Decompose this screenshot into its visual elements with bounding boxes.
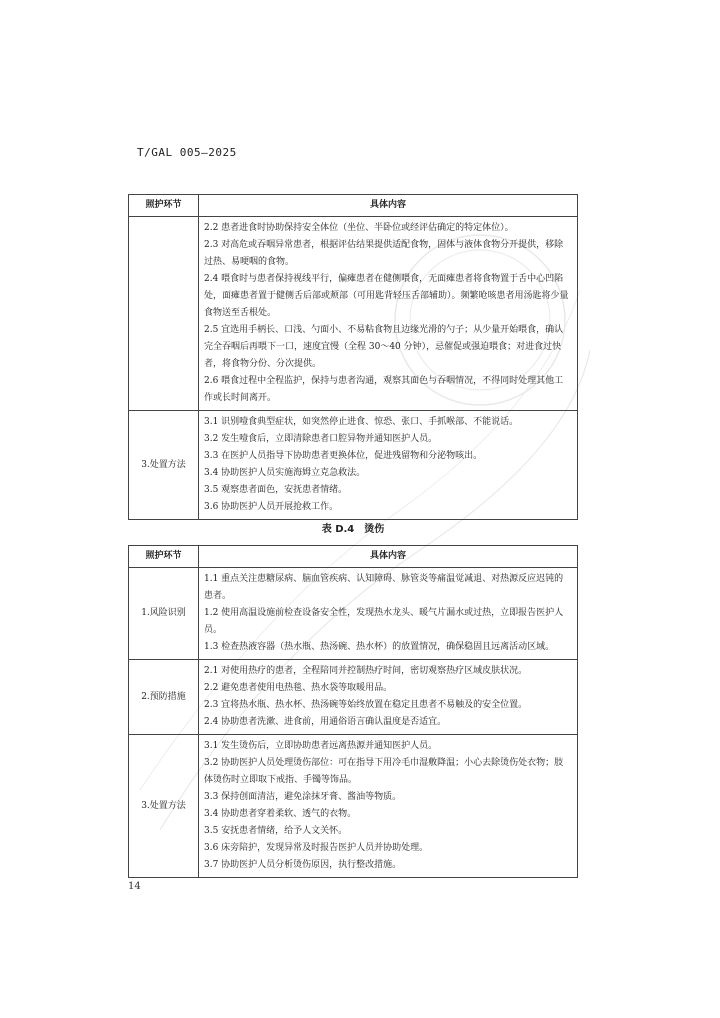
table-row [129,411,578,520]
content-item: 1.2 使用高温设施前检查设备安全性，发现热水龙头、暖气片漏水或过热，立即报告医护人员。 [204,608,564,635]
content-item: 3.5 观察患者面色，安抚患者情绪。 [204,485,348,495]
content-item: 2.3 对高危或吞咽异常患者，根据评估结果提供适配食物，固体与液体食物分开提供，移除过热、易哽咽的食物。 [204,240,564,267]
content-item: 3.4 协助医护人员实施海姆立克急救法。 [204,468,366,478]
content-item: 2.2 避免患者使用电热毯、热水袋等取暖用品。 [204,683,393,693]
content-item: 3.1 发生烫伤后，立即协助患者远离热源并通知医护人员。 [204,741,438,751]
document-code: T/GAL 005—2025 [137,146,237,159]
content-item: 3.2 发生噎食后，立即清除患者口腔异物并通知医护人员。 [204,434,438,444]
table-header-row [129,546,578,568]
content-item: 3.1 识别噎食典型症状，如突然停止进食、惊恐、张口、手抓喉部、不能说话。 [204,417,519,427]
header-stage: 照护环节 [129,546,199,568]
content-item: 3.3 保持创面清洁，避免涂抹牙膏、酱油等物质。 [204,792,402,802]
table-header-row [129,195,578,217]
page-number: 14 [128,881,141,892]
header-content: 具体内容 [199,195,578,217]
content-item: 3.3 在医护人员指导下协助患者更换体位，促进残留物和分泌物咳出。 [204,451,483,461]
content-item: 2.3 宜将热水瓶、热水杯、热汤碗等始终放置在稳定且患者不易触及的安全位置。 [204,700,528,710]
content-item: 3.2 协助医护人员处理烫伤部位：可在指导下用冷毛巾湿敷降温；小心去除烫伤处衣物；肢体烫伤时立即取下戒指、手镯等饰品。 [204,758,564,785]
content-item: 3.4 协助患者穿着柔软、透气的衣物。 [204,809,357,819]
content-item: 2.6 喂食过程中全程监护，保持与患者沟通，观察其面色与吞咽情况，不得同时处理其他工作或长时间离开。 [204,376,564,403]
content-item: 2.1 对使用热疗的患者，全程陪同并控制热疗时间，密切观察热疗区域皮肤状况。 [204,666,528,676]
stage-cell: 2.预防措施 [129,660,199,735]
table-row [129,568,578,660]
header-stage: 照护环节 [129,195,199,217]
stage-cell: 3.处置方法 [129,735,199,878]
content-item: 2.5 宜选用手柄长、口浅、勺面小、不易粘食物且边缘光滑的勺子；从少量开始喂食，确认完全吞咽后再喂下一口，速度宜慢（全程 30～40 分钟），忌催促或强迫喂食；对进食过快者，将食物分份、分次提供。 [204,325,564,369]
content-cell [199,411,578,520]
table-row [129,735,578,878]
content-cell [199,217,578,411]
content-cell [199,660,578,735]
content-cell [199,735,578,878]
stage-cell: 1.风险识别 [129,568,199,660]
care-table-choking [128,194,578,520]
content-item: 3.5 安抚患者情绪，给予人文关怀。 [204,826,348,836]
content-cell [199,568,578,660]
care-table-burns [128,545,578,878]
content-item: 3.7 协助医护人员分析烫伤原因，执行整改措施。 [204,860,402,870]
content-item: 1.3 检查热液容器（热水瓶、热汤碗、热水杯）的放置情况，确保稳固且远离活动区域。 [204,642,555,652]
content-item: 1.1 重点关注患糖尿病、脑血管疾病、认知障碍、脉管炎等痛温觉减退、对热源反应迟钝的患者。 [204,574,564,601]
content-item: 3.6 协助医护人员开展抢救工作。 [204,502,339,512]
table-caption: 表 D.4 烫伤 [321,524,385,535]
stage-cell: 3.处置方法 [129,411,199,520]
stage-cell [129,217,199,411]
content-item: 2.4 喂食时与患者保持视线平行，偏瘫患者在健侧喂食，无面瘫患者将食物置于舌中心凹陷处，面瘫患者置于健侧舌后部或颊部（可用匙背轻压舌部辅助）。频繁呛咳患者用汤匙将少量食物送至舌根处。 [204,274,569,318]
content-item: 3.6 床旁陪护，发现异常及时报告医护人员并协助处理。 [204,843,429,853]
content-item: 2.4 协助患者洗漱、进食前，用通俗语言确认温度是否适宜。 [204,717,447,727]
content-item: 2.2 患者进食时协助保持安全体位（坐位、半卧位或经评估确定的特定体位）。 [204,223,514,233]
table-row [129,660,578,735]
header-content: 具体内容 [199,546,578,568]
table-row [129,217,578,411]
